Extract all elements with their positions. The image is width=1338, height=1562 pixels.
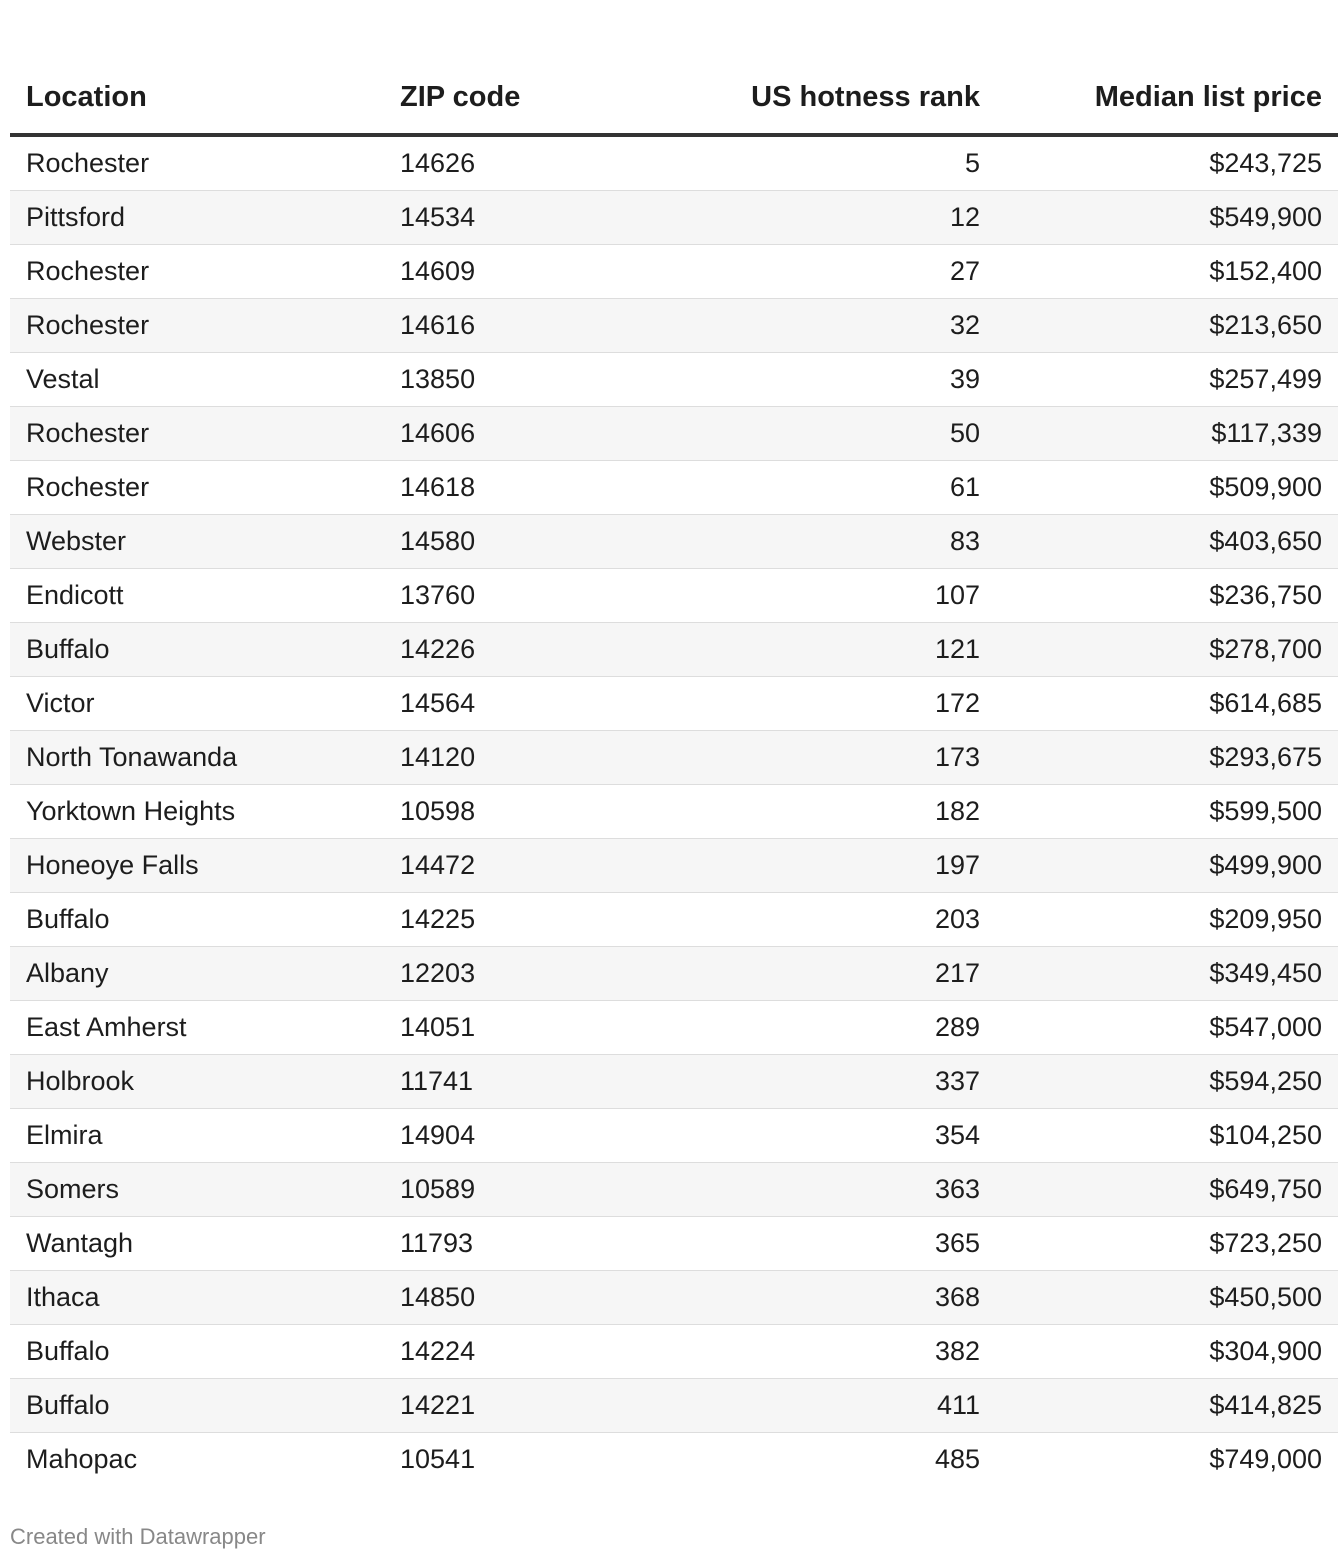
cell-median-list-price: $749,000 — [1209, 1444, 1322, 1474]
header-row — [10, 0, 1338, 135]
cell-median-list-price: $509,900 — [996, 461, 1338, 515]
cell-median-list-price: $723,250 — [996, 1217, 1338, 1271]
column-header-us-hotness-rank[interactable]: US hotness rank — [606, 0, 996, 135]
cell-zip-code: 14472 — [384, 839, 606, 893]
cell-us-hotness-rank: 121 — [606, 623, 996, 677]
cell-us-hotness-rank: 182 — [606, 785, 996, 839]
table-row — [10, 1109, 1338, 1163]
cell-location: Rochester — [10, 245, 384, 299]
cell-zip-code: 11741 — [384, 1055, 606, 1109]
cell-zip-code: 14609 — [384, 245, 606, 299]
cell-us-hotness-rank: 172 — [606, 677, 996, 731]
table-row — [10, 731, 1338, 785]
cell-us-hotness-rank: 411 — [606, 1379, 996, 1433]
table-body — [10, 135, 1338, 1486]
cell-zip-code: 14226 — [384, 623, 606, 677]
cell-median-list-price: $213,650 — [996, 299, 1338, 353]
cell-us-hotness-rank: 50 — [606, 407, 996, 461]
cell-location: Pittsford — [10, 191, 384, 245]
cell-location: Rochester — [10, 135, 384, 191]
table-row — [10, 353, 1338, 407]
table-row — [10, 191, 1338, 245]
cell-median-list-price: $152,400 — [996, 245, 1338, 299]
cell-location: Somers — [10, 1163, 384, 1217]
cell-us-hotness-rank: 61 — [606, 461, 996, 515]
cell-median-list-price: $649,750 — [996, 1163, 1338, 1217]
cell-location: Victor — [10, 677, 384, 731]
cell-location: Wantagh — [10, 1217, 384, 1271]
column-header-location[interactable]: Location — [10, 0, 384, 135]
cell-median-list-price: $414,825 — [996, 1379, 1338, 1433]
cell-zip-code: 14225 — [384, 893, 606, 947]
cell-location: Albany — [10, 947, 384, 1001]
cell-location: Rochester — [10, 461, 384, 515]
table-header — [10, 0, 1338, 135]
table-row — [10, 245, 1338, 299]
table-row — [10, 947, 1338, 1001]
cell-zip-code: 11793 — [384, 1217, 606, 1271]
cell-median-list-price: $499,900 — [996, 839, 1338, 893]
table-row — [10, 1163, 1338, 1217]
cell-us-hotness-rank: 173 — [606, 731, 996, 785]
cell-us-hotness-rank: 485 — [934, 1444, 980, 1474]
cell-us-hotness-rank: 197 — [606, 839, 996, 893]
cell-median-list-price: $304,900 — [996, 1325, 1338, 1379]
cell-zip-code: 14904 — [384, 1109, 606, 1163]
table-row — [10, 1001, 1338, 1055]
cell-us-hotness-rank: 5 — [606, 135, 996, 191]
data-table-container — [10, 0, 1322, 1486]
cell-zip-code: 10598 — [384, 785, 606, 839]
cell-median-list-price: $117,339 — [996, 407, 1338, 461]
cell-median-list-price: $349,450 — [996, 947, 1338, 1001]
cell-median-list-price: $236,750 — [996, 569, 1338, 623]
table-row — [10, 1325, 1338, 1379]
cell-location: Yorktown Heights — [10, 785, 384, 839]
cell-zip-code: 14606 — [384, 407, 606, 461]
cell-zip-code: 12203 — [384, 947, 606, 1001]
cell-us-hotness-rank: 365 — [606, 1217, 996, 1271]
table-row — [10, 1379, 1338, 1433]
cell-location: Buffalo — [10, 1325, 384, 1379]
table-row — [10, 461, 1338, 515]
table-row — [10, 1433, 1338, 1487]
table-row — [10, 569, 1338, 623]
cell-location: Buffalo — [10, 623, 384, 677]
cell-zip-code: 14850 — [384, 1271, 606, 1325]
cell-zip-code: 10541 — [400, 1444, 476, 1474]
cell-zip-code: 14224 — [384, 1325, 606, 1379]
cell-location: Vestal — [10, 353, 384, 407]
cell-zip-code: 13850 — [384, 353, 606, 407]
column-header-zip-code[interactable]: ZIP code — [384, 0, 606, 135]
cell-zip-code: 14618 — [384, 461, 606, 515]
cell-us-hotness-rank: 83 — [606, 515, 996, 569]
cell-median-list-price: $403,650 — [996, 515, 1338, 569]
table-row — [10, 407, 1338, 461]
cell-location: Buffalo — [10, 1379, 384, 1433]
cell-zip-code: 10589 — [384, 1163, 606, 1217]
table-row — [10, 1271, 1338, 1325]
cell-location: Webster — [10, 515, 384, 569]
table-row — [10, 893, 1338, 947]
cell-median-list-price: $209,950 — [996, 893, 1338, 947]
table-row — [10, 299, 1338, 353]
cell-location: Rochester — [10, 407, 384, 461]
cell-location: Rochester — [10, 299, 384, 353]
data-table — [10, 0, 1338, 1486]
cell-zip-code: 14221 — [384, 1379, 606, 1433]
cell-median-list-price: $243,725 — [996, 135, 1338, 191]
cell-location: Mahopac — [26, 1444, 138, 1474]
cell-us-hotness-rank: 39 — [606, 353, 996, 407]
table-row — [10, 1217, 1338, 1271]
cell-median-list-price: $278,700 — [996, 623, 1338, 677]
cell-median-list-price: $549,900 — [996, 191, 1338, 245]
cell-median-list-price: $599,500 — [996, 785, 1338, 839]
cell-zip-code: 14564 — [384, 677, 606, 731]
cell-zip-code: 14626 — [384, 135, 606, 191]
cell-location: East Amherst — [10, 1001, 384, 1055]
cell-location: Endicott — [10, 569, 384, 623]
cell-us-hotness-rank: 337 — [606, 1055, 996, 1109]
cell-zip-code: 14616 — [384, 299, 606, 353]
cell-median-list-price: $547,000 — [996, 1001, 1338, 1055]
cell-median-list-price: $104,250 — [996, 1109, 1338, 1163]
cell-zip-code: 14534 — [384, 191, 606, 245]
cell-zip-code: 14580 — [384, 515, 606, 569]
table-row — [10, 135, 1338, 191]
cell-median-list-price: $594,250 — [996, 1055, 1338, 1109]
table-row — [10, 515, 1338, 569]
cell-us-hotness-rank: 32 — [606, 299, 996, 353]
cell-us-hotness-rank: 12 — [606, 191, 996, 245]
cell-us-hotness-rank: 203 — [606, 893, 996, 947]
cell-us-hotness-rank: 368 — [606, 1271, 996, 1325]
cell-us-hotness-rank: 354 — [606, 1109, 996, 1163]
table-row — [10, 785, 1338, 839]
cell-us-hotness-rank: 363 — [606, 1163, 996, 1217]
cell-location: Buffalo — [10, 893, 384, 947]
table-row — [10, 839, 1338, 893]
column-header-median-list-price[interactable]: Median list price — [996, 0, 1338, 135]
cell-us-hotness-rank: 382 — [606, 1325, 996, 1379]
cell-us-hotness-rank: 217 — [606, 947, 996, 1001]
table-row — [10, 677, 1338, 731]
datawrapper-credit[interactable]: Created with Datawrapper — [10, 1524, 266, 1549]
cell-us-hotness-rank: 27 — [606, 245, 996, 299]
table-row — [10, 1055, 1338, 1109]
cell-us-hotness-rank: 289 — [606, 1001, 996, 1055]
cell-location: Honeoye Falls — [10, 839, 384, 893]
table-row — [10, 623, 1338, 677]
cell-us-hotness-rank: 107 — [606, 569, 996, 623]
cell-median-list-price: $257,499 — [996, 353, 1338, 407]
cell-location: Elmira — [10, 1109, 384, 1163]
cell-zip-code: 14120 — [384, 731, 606, 785]
cell-location: Holbrook — [10, 1055, 384, 1109]
cell-median-list-price: $450,500 — [996, 1271, 1338, 1325]
cell-zip-code: 13760 — [384, 569, 606, 623]
cell-location: Ithaca — [10, 1271, 384, 1325]
cell-median-list-price: $614,685 — [996, 677, 1338, 731]
cell-location: North Tonawanda — [10, 731, 384, 785]
cell-zip-code: 14051 — [384, 1001, 606, 1055]
cell-median-list-price: $293,675 — [996, 731, 1338, 785]
